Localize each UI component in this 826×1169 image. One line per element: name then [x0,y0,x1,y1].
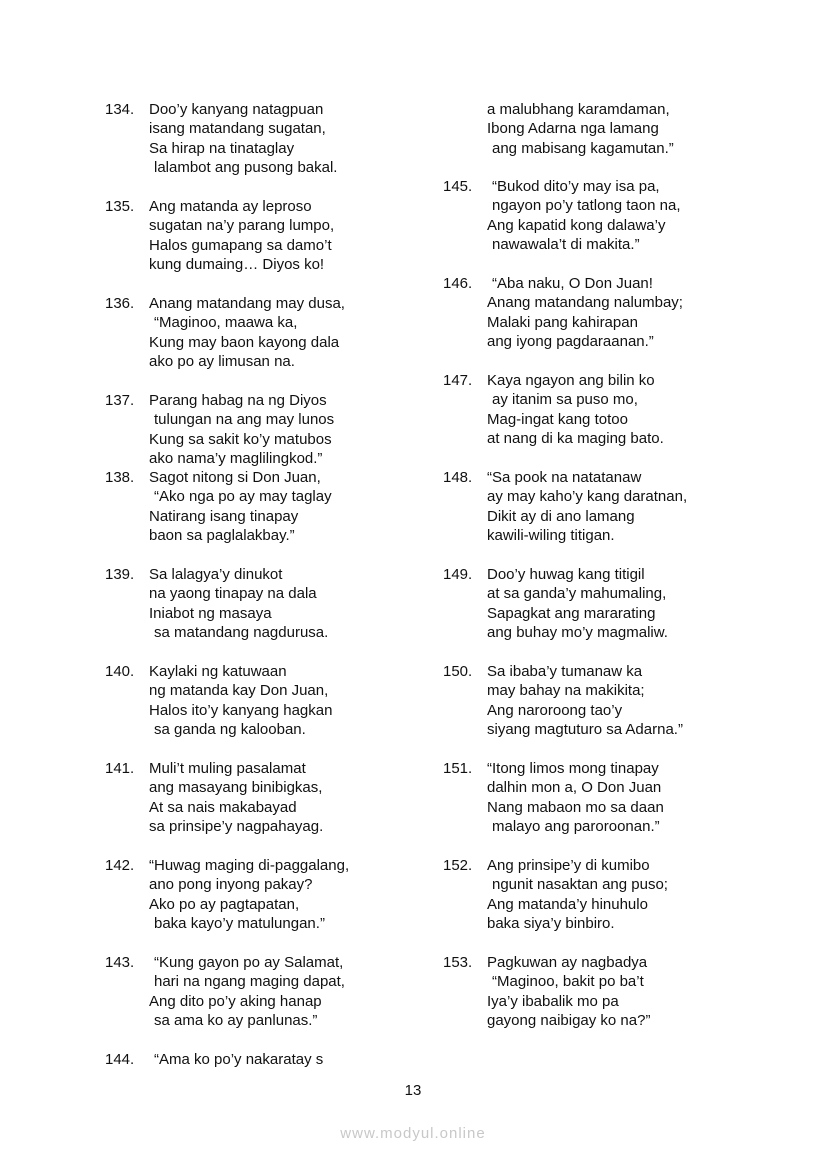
stanza-lines [149,953,345,1031]
stanza-number: 144. [105,1051,135,1068]
verse-line: gayong naibigay ko na?” [487,1012,651,1030]
stanza-lines [487,371,664,449]
stanza-lines [149,662,332,740]
verse-line: Parang habag na ng Diyos [149,392,327,409]
verse-line: malayo ang paroroonan.” [492,818,660,836]
verse-line: tulungan na ang may lunos [154,411,335,429]
verse-line: ano pong inyong pakay? [149,876,313,894]
verse-line: Halos gumapang sa damo’t [149,236,332,254]
stanza-lines [487,177,680,255]
stanza-number: 137. [105,392,135,409]
verse-line: “Ako nga po ay may taglay [154,488,332,506]
stanza [105,100,337,178]
verse-line: Natirang isang tinapay [149,507,299,525]
stanza-number: 141. [105,760,135,777]
stanza [443,468,687,546]
verse-line: “Bukod dito’y may isa pa, [492,178,660,195]
stanza-lines [149,856,349,934]
verse-line: “Huwag maging di-paggalang, [149,857,350,874]
verse-line: baka kayo’y matulungan.” [154,915,325,933]
verse-line: na yaong tinapay na dala [149,585,317,603]
verse-line: ay may kaho’y kang daratnan, [487,488,688,506]
stanza [105,759,323,837]
verse-line: Muli’t muling pasalamat [149,760,306,777]
verse-line: ay itanim sa puso mo, [492,391,638,409]
verse-line: “Sa pook na natatanaw [487,469,642,486]
verse-line: Ang matanda’y hinuhulo [487,895,648,913]
stanza-lines [487,662,683,740]
verse-line: Anang matandang nalumbay; [487,294,683,312]
verse-line: dalhin mon a, O Don Juan [487,779,662,797]
stanza-lines [149,294,345,372]
stanza [105,197,334,275]
stanza-lines [149,759,323,837]
verse-line: Pagkuwan ay nagbadya [487,954,648,971]
stanza-number: 147. [443,372,473,389]
watermark: www.modyul.online [340,1125,486,1142]
verse-line: ng matanda kay Don Juan, [149,682,329,700]
verse-line: ngunit nasaktan ang puso; [492,876,668,894]
stanza-number: 149. [443,566,473,583]
verse-line: kung dumaing… Diyos ko! [149,256,325,274]
verse-line: “Kung gayon po ay Salamat, [154,954,344,971]
stanza [443,177,680,255]
verse-line: kawili-wiling titigan. [487,527,615,545]
verse-line: sugatan na’y parang lumpo, [149,217,335,235]
stanza-number: 135. [105,198,135,215]
verse-line: Sa ibaba’y tumanaw ka [487,663,643,680]
verse-line: sa ama ko ay panlunas.” [154,1012,318,1030]
stanza [443,100,674,158]
verse-line: baon sa paglalakbay.” [149,527,295,545]
stanza-number: 150. [443,663,473,680]
verse-line: Doo’y huwag kang titigil [487,566,645,583]
verse-line: Iniabot ng masaya [149,604,272,622]
verse-line: “Maginoo, bakit po ba’t [492,973,644,991]
stanza [443,953,650,1031]
verse-line: ang iyong pagdaraanan.” [487,333,654,351]
verse-line: ang mabisang kagamutan.” [492,139,674,157]
verse-line: Kung may baon kayong dala [149,333,340,351]
stanza-lines [149,565,328,643]
stanza-number: 136. [105,295,135,312]
verse-line: Nang mabaon mo sa daan [487,798,664,816]
verse-line: Doo’y kanyang natagpuan [149,101,324,118]
stanza [443,274,683,352]
stanza-number: 151. [443,760,473,777]
verse-line: lalambot ang pusong bakal. [154,159,338,177]
verse-line: Kaylaki ng katuwaan [149,663,287,680]
stanza-lines [149,1050,323,1069]
verse-line: Malaki pang kahirapan [487,313,638,331]
stanza [443,565,668,643]
verse-line: ako nama’y maglilingkod.” [149,450,323,468]
verse-line: baka siya’y binbiro. [487,915,615,933]
stanza-lines [487,759,664,837]
stanza-lines [149,391,334,469]
stanza-lines [487,468,687,546]
stanza-number: 152. [443,857,473,874]
stanza [443,662,683,740]
verse-line: isang matandang sugatan, [149,120,326,138]
page-number: 13 [404,1082,422,1099]
verse-line: at nang di ka maging bato. [487,430,664,448]
stanza [105,294,345,372]
verse-line: Anang matandang may dusa, [149,295,345,312]
verse-line: Sa lalagya’y dinukot [149,566,283,583]
verse-line: “Aba naku, O Don Juan! [492,275,653,292]
stanza [105,856,349,934]
verse-line: “Itong limos mong tinapay [487,760,659,777]
verse-line: Ang naroroong tao’y [487,701,623,719]
verse-line: Ibong Adarna nga lamang [487,120,659,138]
stanza [443,759,664,837]
verse-line: “Maginoo, maawa ka, [154,314,298,332]
stanza-lines [487,565,668,643]
verse-line: sa matandang nagdurusa. [154,624,329,642]
verse-line: Ang matanda ay leproso [149,198,312,215]
verse-line: siyang magtuturo sa Adarna.” [487,721,683,739]
verse-line: Ang kapatid kong dalawa’y [487,216,666,234]
verse-line: Dikit ay di ano lamang [487,507,635,525]
verse-line: sa ganda ng kalooban. [154,721,306,739]
verse-line: sa prinsipe’y nagpahayag. [149,818,324,836]
verse-line: a malubhang karamdaman, [487,101,670,118]
verse-line: At sa nais makabayad [149,798,297,816]
stanza-number: 146. [443,275,473,292]
stanza [105,391,334,469]
verse-line: Kaya ngayon ang bilin ko [487,372,655,389]
stanza-lines [487,100,674,158]
verse-line: may bahay na makikita; [487,682,645,700]
verse-line: Sagot nitong si Don Juan, [149,469,321,486]
verse-line: Ang prinsipe’y di kumibo [487,857,650,874]
stanza-number: 138. [105,469,135,486]
verse-line: “Ama ko po’y nakaratay s [154,1051,324,1068]
stanza [105,565,328,643]
stanza [105,662,332,740]
verse-line: Iya’y ibabalik mo pa [487,992,619,1010]
verse-line: ako po ay limusan na. [149,353,295,371]
stanza-number: 134. [105,101,135,118]
stanza [443,856,668,934]
verse-line: Ang dito po’y aking hanap [149,992,322,1010]
verse-line: at sa ganda’y mahumaling, [487,585,667,603]
verse-line: Sa hirap na tinataglay [149,139,295,157]
verse-line: Ako po ay pagtapatan, [149,895,300,913]
stanza-number: 153. [443,954,473,971]
stanza [105,953,345,1031]
verse-line: Kung sa sakit ko’y matubos [149,430,332,448]
verse-line: Sapagkat ang mararating [487,604,656,622]
stanza-lines [149,197,334,275]
stanza-lines [149,100,337,178]
stanza-number: 145. [443,178,473,195]
verse-line: ang masayang binibigkas, [149,779,323,797]
stanza [443,371,664,449]
verse-line: ngayon po’y tatlong taon na, [492,197,681,215]
stanza-lines [487,953,650,1031]
stanza-lines [487,274,683,352]
stanza-number: 139. [105,566,135,583]
verse-line: Halos ito’y kanyang hagkan [149,701,333,719]
stanza-number: 140. [105,663,135,680]
verse-line: nawawala’t di makita.” [492,236,640,254]
verse-line: Mag-ingat kang totoo [487,410,628,428]
stanza-lines [487,856,668,934]
verse-line: hari na ngang maging dapat, [154,973,345,991]
stanza [105,1050,323,1069]
stanza-lines [149,468,332,546]
stanza [105,468,332,546]
verse-line: ang buhay mo’y magmaliw. [487,624,668,642]
stanza-number: 143. [105,954,135,971]
stanza-number: 148. [443,469,473,486]
stanza-number: 142. [105,857,135,874]
